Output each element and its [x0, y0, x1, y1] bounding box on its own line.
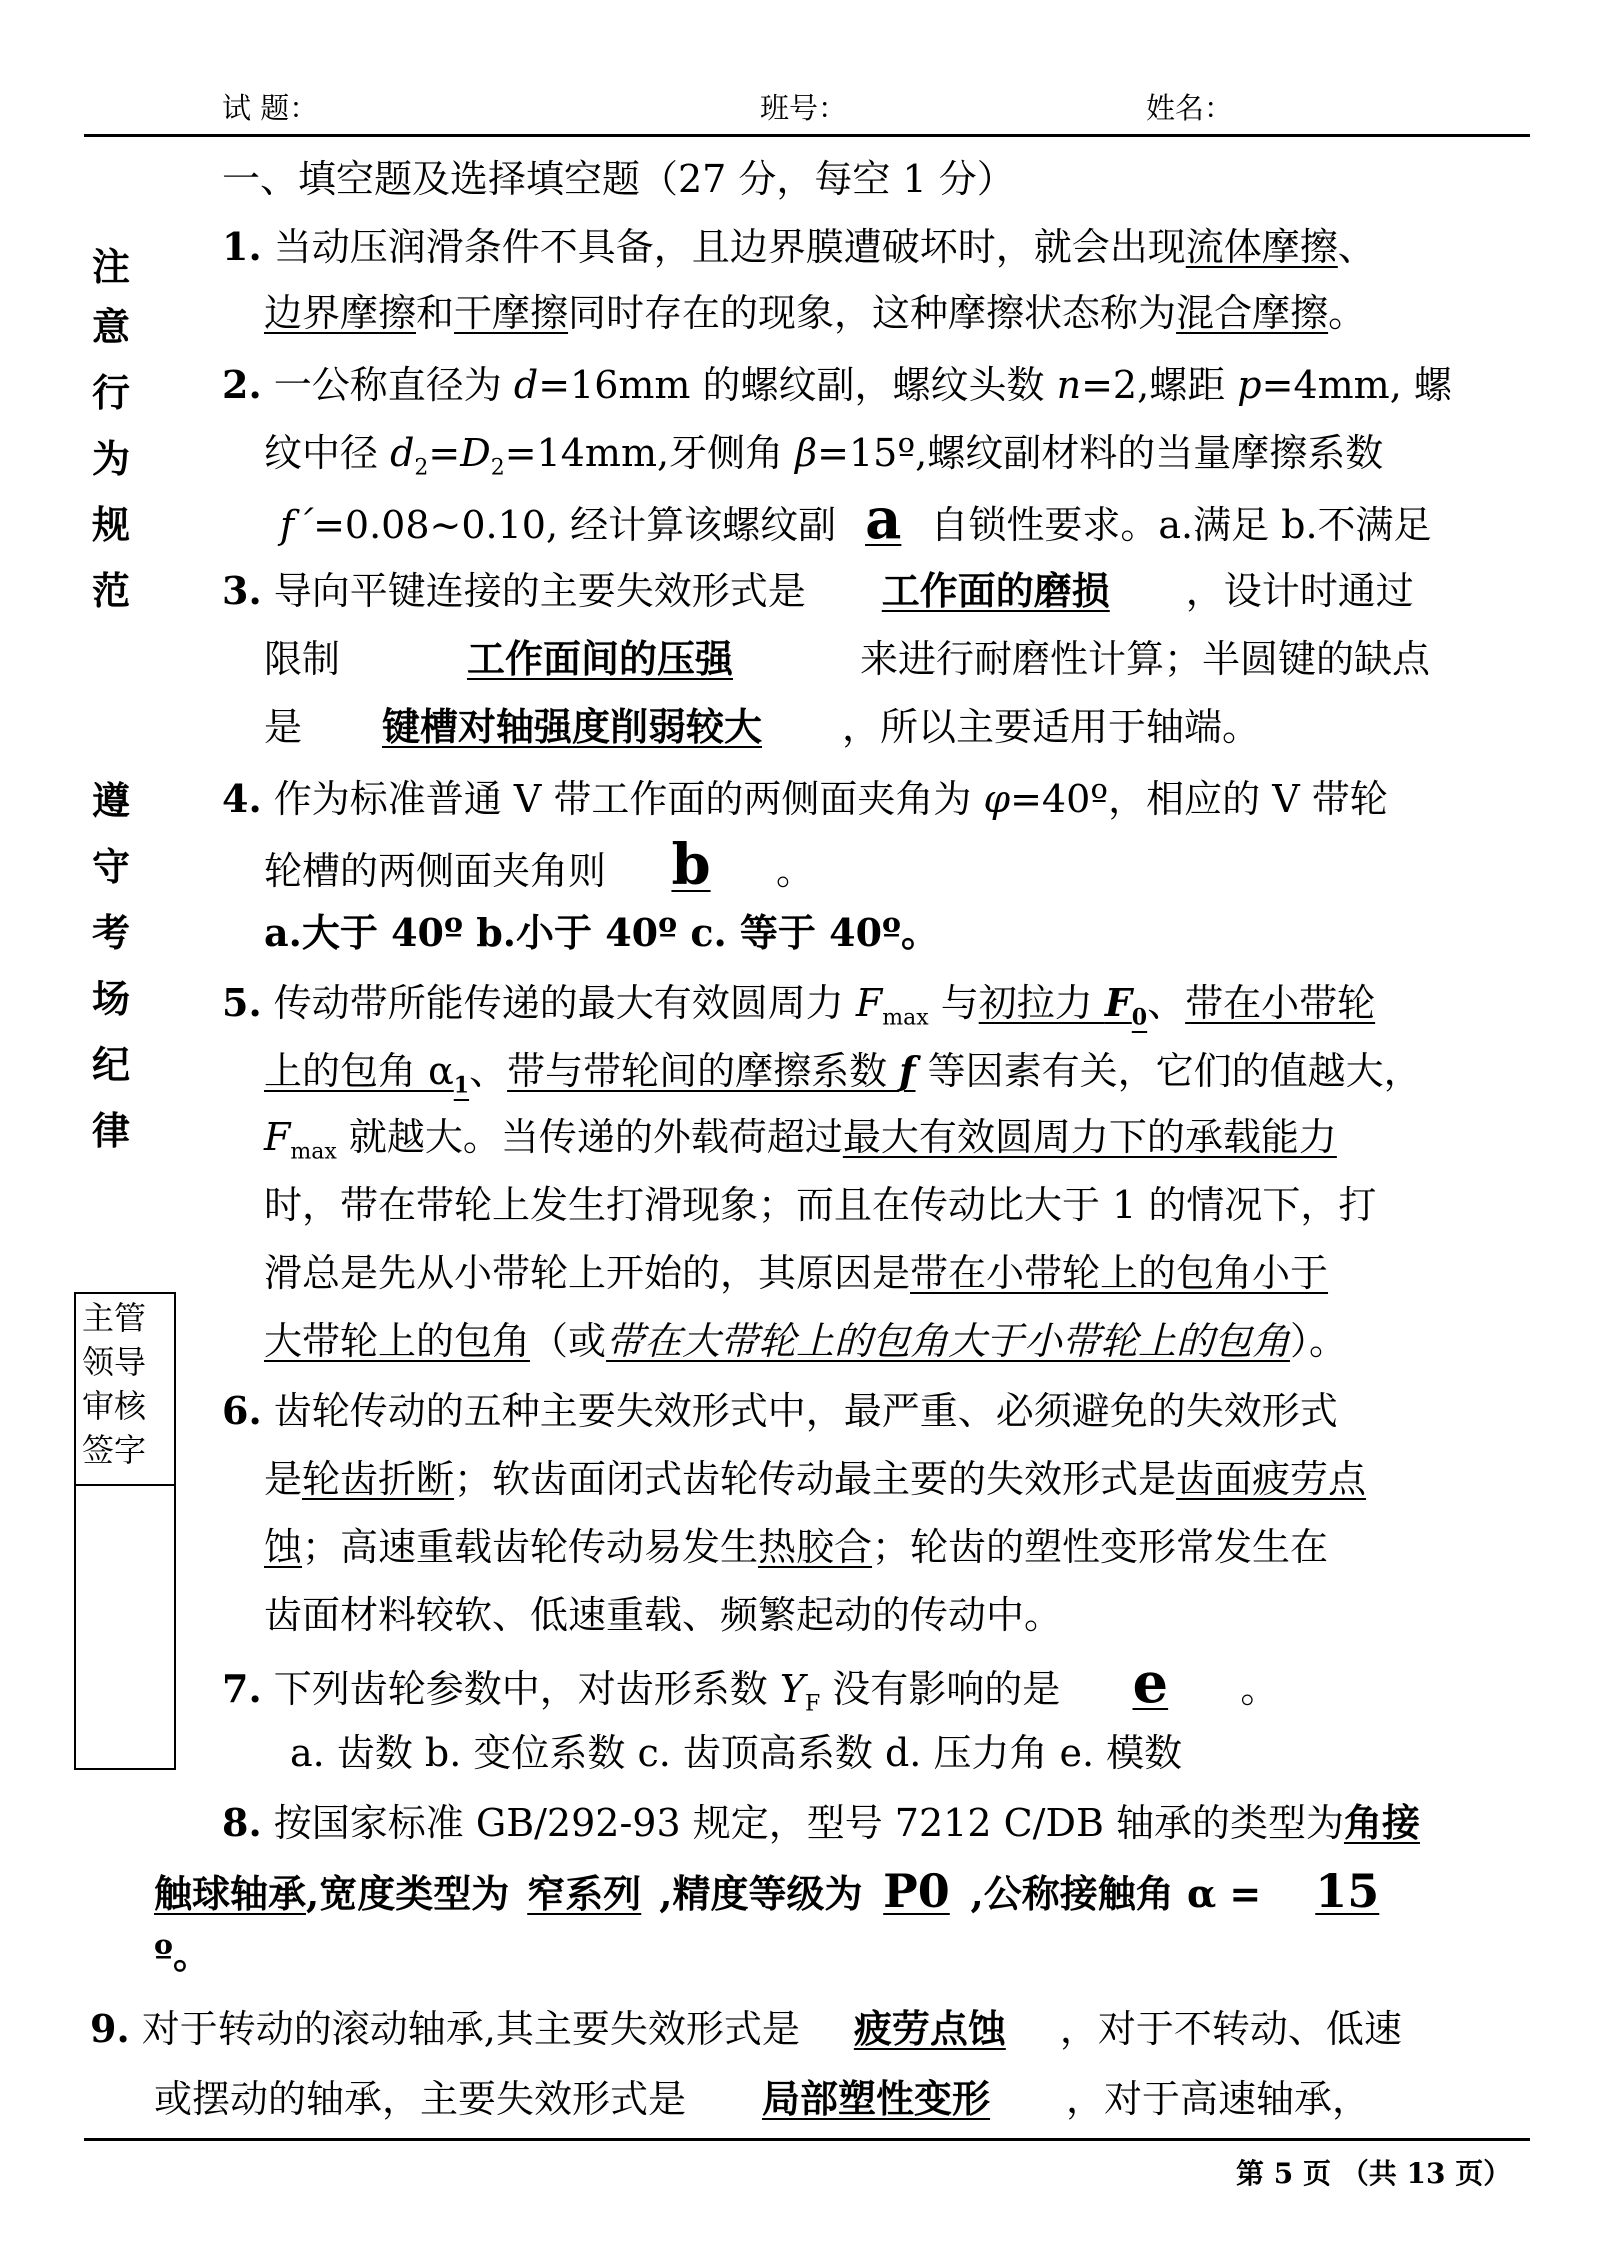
notice-char: 为 [92, 436, 131, 481]
q2-symbol: f´ [280, 503, 314, 547]
notice-char: 注 [92, 244, 131, 289]
sign-box-label: 签字 [82, 1431, 147, 1469]
q5-answer: f [899, 1048, 916, 1093]
q3-line3 [264, 704, 1261, 749]
q3-text: 是 [264, 705, 303, 749]
q5-answer: 带在大带轮上的包角大于小带轮上的包角 [606, 1319, 1291, 1363]
q6-answer: 蚀 [264, 1525, 303, 1569]
q4-symbol: φ [983, 777, 1011, 821]
q8-text: ,公称接触角 α = [970, 1871, 1262, 1916]
q5-line3 [264, 1115, 1337, 1165]
q3-answer: 键槽对轴强度削弱较大 [382, 704, 763, 749]
q5-subscript: 0 [1131, 1004, 1148, 1031]
exam-label: 试 题： [222, 91, 319, 125]
q6-text: 是 [264, 1457, 303, 1501]
q3-text: 导向平键连接的主要失效形式是 [273, 569, 806, 613]
class-label: 班号： [760, 91, 848, 125]
q5-answer: 初拉力 [978, 981, 1105, 1025]
q9-text: ，对于不转动、低速 [1059, 2007, 1402, 2051]
q1-text: 同时存在的现象，这种摩擦状态称为 [568, 291, 1177, 335]
q7-text: 没有影响的是 [820, 1667, 1061, 1711]
q2-text: =2,螺距 [1081, 363, 1238, 407]
q4-number: 4. [222, 776, 262, 821]
q8-line3: º。 [154, 1932, 212, 1977]
q4-text: 轮槽的两侧面夹角则 [264, 849, 607, 893]
q2-text: 纹中径 [264, 431, 391, 475]
discipline-char: 考 [92, 910, 131, 955]
q2-symbol: n [1056, 363, 1082, 407]
sign-box-label: 主管 [82, 1299, 147, 1337]
q5-text: ）。 [1290, 1319, 1348, 1363]
q5-answer: F [1104, 980, 1132, 1025]
q5-answer: 大带轮上的包角 [264, 1319, 531, 1363]
q6-number: 6. [222, 1388, 262, 1433]
q5-text: （或 [530, 1319, 607, 1363]
q6-text: ；软齿面闭式齿轮传动最主要的失效形式是 [454, 1457, 1177, 1501]
q7-line1 [222, 1650, 1279, 1717]
q8-answer: 触球轴承 [154, 1871, 307, 1916]
discipline-char: 守 [92, 844, 131, 889]
q8-line2 [154, 1864, 1380, 1918]
q9-text: ，对于高速轴承， [1066, 2077, 1371, 2121]
notice-char: 行 [92, 370, 131, 415]
supervisor-sign-box [74, 1292, 176, 1770]
q4-text: 。 [776, 849, 815, 893]
name-label: 姓名： [1146, 91, 1234, 125]
q3-text: ，所以主要适用于轴端。 [842, 705, 1261, 749]
q5-text: 、 [1147, 981, 1186, 1025]
q1-text: 。 [1328, 291, 1367, 335]
q5-text: 就越大。当传递的外载荷超过 [336, 1115, 843, 1159]
q5-answer: 带在小带轮 [1185, 981, 1376, 1025]
q6-text: ；高速重载齿轮传动易发生 [302, 1525, 759, 1569]
q2-text: =16mm 的螺纹副，螺纹头数 [538, 363, 1057, 407]
q8-text: 按国家标准 GB/292-93 规定，型号 7212 C/DB 轴承的类型为 [273, 1801, 1344, 1845]
q4-line1 [222, 776, 1388, 821]
page-number: 第 5 页 （共 13 页） [1236, 2157, 1512, 2190]
q7-answer: e [1132, 1650, 1169, 1716]
q7-symbol: Y [779, 1667, 805, 1711]
q3-line1 [222, 568, 1414, 613]
notice-char: 规 [92, 502, 131, 547]
q2-symbol: β [795, 431, 818, 475]
q7-text: 下列齿轮参数中，对齿形系数 [273, 1667, 780, 1711]
q6-text: 齿轮传动的五种主要失效形式中，最严重、必须避免的失效形式 [273, 1389, 1338, 1433]
q2-text: =4mm, 螺 [1261, 363, 1452, 407]
q1-text: 和 [416, 291, 455, 335]
discipline-char: 遵 [92, 778, 131, 823]
q9-text: 或摆动的轴承，主要失效形式是 [154, 2077, 687, 2121]
q7-options: a. 齿数 b. 变位系数 c. 齿顶高系数 d. 压力角 e. 模数 [290, 1731, 1183, 1775]
notice-char: 范 [92, 568, 131, 613]
q8-line1 [222, 1800, 1420, 1845]
footer-rule [84, 2138, 1530, 2141]
q5-subscript: max [290, 1139, 337, 1165]
q3-line2 [264, 636, 1431, 681]
q2-text: =14mm,牙侧角 [504, 431, 796, 475]
q1-text: 当动压润滑条件不具备，且边界膜遭破坏时，就会出现 [273, 225, 1186, 269]
q2-symbol: p [1237, 363, 1262, 407]
q6-line3 [264, 1525, 1329, 1569]
q5-subscript: max [882, 1005, 929, 1031]
q5-text: 等因素有关，它们的值越大， [915, 1049, 1422, 1093]
q1-answer: 流体摩擦 [1185, 225, 1338, 269]
sign-box-divider [76, 1484, 174, 1486]
q6-answer: 热胶合 [758, 1525, 873, 1569]
section-title: 一、填空题及选择填空题（27 分，每空 1 分） [222, 157, 1015, 201]
q3-answer: 工作面间的压强 [467, 636, 734, 681]
q3-text: 限制 [264, 637, 341, 681]
q2-line1 [222, 362, 1452, 407]
q4-options: a.大于 40º b.小于 40º c. 等于 40º。 [264, 910, 940, 955]
q8-answer: P0 [883, 1864, 950, 1918]
q6-line1 [222, 1388, 1338, 1433]
q6-answer: 轮齿折断 [302, 1457, 455, 1501]
q3-answer: 工作面的磨损 [881, 568, 1110, 613]
q2-text: =15º,螺纹副材料的当量摩擦系数 [817, 431, 1384, 475]
q9-number: 9. [90, 2006, 130, 2051]
q5-line5 [264, 1251, 1329, 1295]
q1-answer: 干摩擦 [454, 291, 569, 335]
q5-text: 、 [469, 1049, 508, 1093]
q2-answer: a [865, 486, 902, 552]
q9-answer: 局部塑性变形 [762, 2076, 991, 2121]
q5-number: 5. [222, 980, 262, 1025]
q7-number: 7. [222, 1666, 262, 1711]
q5-text: 与 [928, 981, 979, 1025]
q2-text: 自锁性要求。a.满足 b.不满足 [930, 503, 1432, 547]
q5-line4: 时，带在带轮上发生打滑现象；而且在传动比大于 1 的情况下，打 [264, 1183, 1377, 1227]
q2-symbol: d [513, 363, 539, 407]
q5-text: 滑总是先从小带轮上开始的，其原因是 [264, 1251, 911, 1295]
q5-symbol: F [264, 1115, 291, 1159]
notice-char: 意 [92, 304, 131, 349]
q9-answer: 疲劳点蚀 [853, 2006, 1006, 2051]
q8-answer: 角接 [1343, 1800, 1420, 1845]
q9-text: 对于转动的滚动轴承,其主要失效形式是 [141, 2007, 800, 2051]
q1-line1 [222, 224, 1376, 269]
sign-box-label: 领导 [82, 1343, 147, 1381]
q4-answer: b [671, 832, 711, 898]
q3-number: 3. [222, 568, 262, 613]
q5-text: 传动带所能传递的最大有效圆周力 [273, 981, 856, 1025]
discipline-char: 场 [92, 976, 131, 1021]
q5-answer: 带与带轮间的摩擦系数 [507, 1049, 900, 1093]
q3-text: ，设计时通过 [1185, 569, 1414, 613]
q2-symbol: d [390, 431, 415, 475]
discipline-char: 纪 [92, 1042, 131, 1087]
q8-text: ,精度等级为 [659, 1871, 863, 1916]
q2-number: 2. [222, 362, 262, 407]
q7-subscript: F [804, 1691, 821, 1717]
q5-line6 [264, 1319, 1348, 1363]
q8-number: 8. [222, 1800, 262, 1845]
q5-answer: 最大有效圆周力下的承载能力 [842, 1115, 1337, 1159]
q5-answer: 带在小带轮上的包角小于 [910, 1251, 1329, 1295]
q6-line2 [264, 1457, 1367, 1501]
q1-answer: 混合摩擦 [1176, 291, 1329, 335]
q2-line3 [280, 486, 1432, 552]
q2-line2 [264, 431, 1384, 481]
q2-text: = [428, 431, 461, 475]
q5-answer: 上的包角 α [264, 1049, 454, 1093]
q9-line2 [154, 2076, 1371, 2121]
q3-text: 来进行耐磨性计算；半圆键的缺点 [860, 637, 1431, 681]
q2-subscript: 2 [414, 455, 429, 481]
q8-answer: 15 [1315, 1864, 1380, 1918]
q6-answer: 齿面疲劳点 [1176, 1457, 1367, 1501]
q8-answer: 窄系列 [527, 1871, 642, 1916]
q1-number: 1. [222, 224, 262, 269]
q1-answer: 边界摩擦 [264, 291, 417, 335]
q4-text: =40º，相应的 V 带轮 [1010, 777, 1388, 821]
q2-text: =0.08~0.10, 经计算该螺纹副 [313, 503, 837, 547]
q2-subscript: 2 [490, 455, 505, 481]
q5-symbol: F [855, 981, 883, 1025]
q2-symbol: D [460, 431, 491, 475]
sign-box-label: 审核 [82, 1387, 147, 1425]
q1-line2 [264, 291, 1367, 335]
q6-line4: 齿面材料较软、低速重载、频繁起动的传动中。 [264, 1593, 1063, 1637]
q4-line2 [264, 832, 815, 898]
q5-subscript: 1 [453, 1072, 470, 1099]
discipline-char: 律 [92, 1108, 131, 1153]
q5-line1 [222, 980, 1376, 1031]
q1-sep: 、 [1337, 225, 1376, 269]
q7-text: 。 [1240, 1667, 1279, 1711]
q6-text: ；轮齿的塑性变形常发生在 [872, 1525, 1329, 1569]
header-rule [84, 134, 1530, 137]
q9-line1 [90, 2006, 1402, 2051]
q8-text: ,宽度类型为 [306, 1871, 510, 1916]
q2-text: 一公称直径为 [273, 363, 514, 407]
q4-text: 作为标准普通 V 带工作面的两侧面夹角为 [273, 777, 984, 821]
q5-line2 [264, 1048, 1422, 1099]
